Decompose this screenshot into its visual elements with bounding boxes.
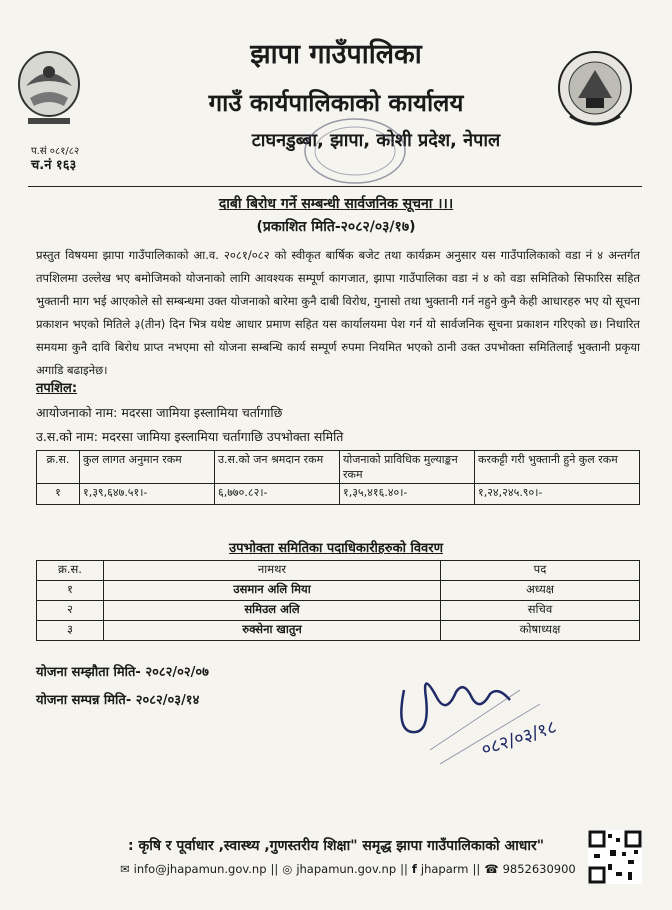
signature-icon — [390, 650, 590, 780]
office-address: टाघनडुब्बा, झापा, कोशी प्रदेश, नेपाल — [251, 130, 501, 151]
table-header-cell: कुल लागत अनुमान रकम — [80, 451, 215, 484]
table-cell: उसमान अलि मिया — [104, 581, 441, 601]
table-header-row — [37, 451, 640, 484]
committee-name: उ.स.को नाम: मदरसा जामिया इस्लामिया चर्तागाछि उपभोक्ता समिति — [36, 429, 344, 444]
table-cell: रुक्सेना खातुन — [104, 621, 441, 641]
footer-website: jhapamun.gov.np — [296, 862, 397, 876]
org-name: झापा गाउँपालिका — [250, 39, 422, 70]
notice-title: दाबी बिरोध गर्ने सम्बन्धी सार्वजनिक सूचना ।।। — [218, 196, 454, 212]
table-cell: ३ — [37, 621, 104, 641]
table-cell: १ — [37, 484, 80, 505]
qr-code-icon — [588, 830, 642, 884]
cost-table — [36, 450, 640, 505]
table-cell: कोषाध्यक्ष — [441, 621, 640, 641]
table-cell: १,३५,४१६.४०।- — [340, 484, 475, 505]
mail-icon: ✉ — [120, 862, 130, 876]
signature-date: ०८२/०३/१८ — [478, 716, 560, 761]
table-cell: ६,७७०.८२।- — [215, 484, 340, 505]
table-cell: १ — [37, 581, 104, 601]
table-header-cell: क्र.स. — [37, 561, 104, 581]
footer-facebook: jhaparm — [420, 862, 469, 876]
separator: || — [400, 862, 408, 876]
separator: || — [270, 862, 279, 876]
project-name: आयोजनाको नाम: मदरसा जामिया इस्लामिया चर्तागाछि — [36, 405, 283, 420]
table-cell: १,३९,६४७.५१।- — [80, 484, 215, 505]
table-header-cell: नामथर — [104, 561, 441, 581]
officials-table — [36, 560, 640, 641]
phone-icon: ☎ — [484, 862, 499, 876]
table-cell: २ — [37, 601, 104, 621]
notice-published-date: (प्रकाशित मिति-२०८२/०३/१७) — [256, 219, 416, 235]
footer-slogan: : कृषि र पूर्वाधार ,स्वास्थ्य ,गुणस्तरीय शिक्षा" समृद्ध झापा गाउँपालिकाको आधार" — [127, 838, 545, 854]
completion-date: योजना सम्पन्न मिति- २०८२/०३/१४ — [36, 693, 200, 708]
table-header-cell: क्र.स. — [37, 451, 80, 484]
table-row — [37, 601, 640, 621]
footer-email: info@jhapamun.gov.np — [133, 862, 267, 876]
table-cell: अध्यक्ष — [441, 581, 640, 601]
table-header-row — [37, 561, 640, 581]
details-heading: तपशिल: — [36, 381, 78, 396]
officials-table-title: उपभोक्ता समितिका पदाधिकारीहरुको विवरण — [228, 541, 443, 556]
table-row — [37, 621, 640, 641]
header-rule — [28, 186, 642, 187]
table-row — [37, 581, 640, 601]
office-name: गाउँ कार्यपालिकाको कार्यालय — [208, 89, 464, 117]
footer-phone: 9852630900 — [502, 862, 576, 876]
table-header-cell: करकट्टी गरी भुक्तानी हुने कुल रकम — [475, 451, 640, 484]
footer-contacts — [120, 862, 576, 876]
table-header-cell: पद — [441, 561, 640, 581]
separator: || — [472, 862, 481, 876]
patra-sankhya: प.सं ०८१/८२ — [31, 146, 80, 157]
globe-icon: ◎ — [282, 862, 293, 876]
chalani-number: च.नं १६३ — [31, 158, 77, 173]
table-cell: सचिव — [441, 601, 640, 621]
agreement-date: योजना सम्झौता मिति- २०८२/०२/०७ — [36, 665, 209, 680]
office-stamp-icon — [300, 114, 410, 188]
facebook-icon: f — [411, 862, 417, 876]
table-header-cell: उ.स.को जन श्रमदान रकम — [215, 451, 340, 484]
table-row — [37, 484, 640, 505]
table-header-cell: योजनाको प्राविधिक मुल्याङ्कन रकम — [340, 451, 475, 484]
notice-body: प्रस्तुत विषयमा झापा गाउँपालिकाको आ.व. २०८१/०८२ को स्वीकृत बार्षिक बजेट तथा कार्यक्रम अनुसार यस गाउँपालिकाको वडा नं ४ अन्तर्गत तपशिलमा उल्लेख भए बमोजिमको योजनाको लागि आवश्यक सम्पूर्ण कागजात, झापा गाउँपालिका वडा नं ४ को वडा समितिको सिफारिस सहित भुक्तानी माग भई आएकोले सो सम्बन्धमा उक्त योजनाको बारेमा कुनै दाबी विरोध, गुनासो तथा भुक्तानी गर्न नहुने कुनै केही आधारहरु भए यो सूचना प्रकाशन भएको मितिले ३(तीन) दिन भित्र यथेष्ट आधार प्रमाण सहित यस कार्यालयमा पेश गर्न यो सार्वजनिक सूचना प्रकाशन गरिएको छ। निधारित समयमा कुनै दावि बिरोध प्राप्त नभएमा सो योजना सम्बन्धि कार्य सम्पूर्ण रुपमा नियमित भएको ठानी उक्त उपभोक्ता समितिलाई भुक्तानी प्रकृया अगाडि बढाइनेछ। — [36, 248, 640, 377]
table-cell: १,२४,२४५.९०।- — [475, 484, 640, 505]
table-cell: समिउल अलि — [104, 601, 441, 621]
